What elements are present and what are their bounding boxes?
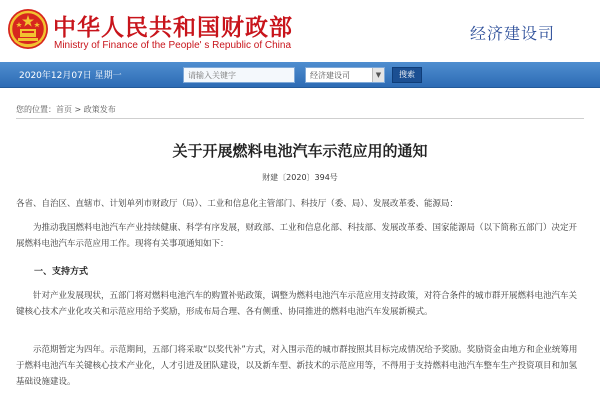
department-name[interactable]: 经济建设司	[470, 24, 556, 43]
national-emblem-icon	[6, 7, 50, 51]
department-select-value: 经济建设司	[310, 71, 350, 80]
nav-bar	[0, 62, 600, 88]
department-select[interactable]	[305, 67, 385, 83]
breadcrumb	[16, 104, 116, 115]
article-paragraph: 针对产业发展现状，五部门将对燃料电池汽车的购置补贴政策，调整为燃料电池汽车示范应用支持政策，对符合条件的城市群开展燃料电池汽车关键核心技术产业化攻关和示范应用给予奖励，形成布局合理、各有侧重、协同推进的燃料电池汽车发展新模式。	[16, 291, 578, 317]
search-button[interactable]: 搜索	[392, 67, 422, 83]
article-recipients: 各省、自治区、直辖市、计划单列市财政厅（局）、工业和信息化主管部门、科技厅（委、局）、发展改革委、能源局：	[16, 199, 459, 209]
ministry-title-en: Ministry of Finance of the People' s Republic of China	[54, 40, 292, 51]
chevron-down-icon: ▼	[372, 68, 384, 82]
site-header	[0, 0, 600, 62]
current-date: 2020年12月07日 星期一	[19, 71, 122, 81]
article-intro: 为推动我国燃料电池汽车产业持续健康、科学有序发展，财政部、工业和信息化部、科技部、发展改革委、国家能源局（以下简称五部门）决定开展燃料电池汽车示范应用工作。现将有关事项通知如下：	[16, 223, 578, 249]
search-input[interactable]	[183, 67, 295, 83]
ministry-title-cn[interactable]: 中华人民共和国财政部	[53, 15, 293, 41]
document-number: 财建〔2020〕394号	[262, 173, 338, 182]
article-title: 关于开展燃料电池汽车示范应用的通知	[172, 142, 428, 160]
divider	[16, 118, 584, 119]
section-heading: 一、支持方式	[34, 267, 89, 277]
breadcrumb-home[interactable]: 首页	[56, 105, 72, 114]
breadcrumb-prefix: 您的位置：	[16, 105, 56, 114]
breadcrumb-separator: >	[72, 105, 84, 114]
article-paragraph: 示范期暂定为四年。示范期间，五部门将采取“以奖代补”方式，对入围示范的城市群按照其目标完成情况给予奖励。奖励资金由地方和企业统筹用于燃料电池汽车关键核心技术产业化，人才引进及团队建设，以及新车型、新技术的示范应用等，不得用于支持燃料电池汽车整车生产投资项目和加氢基础设施建设。	[16, 345, 578, 387]
breadcrumb-policy[interactable]: 政策发布	[83, 105, 116, 114]
